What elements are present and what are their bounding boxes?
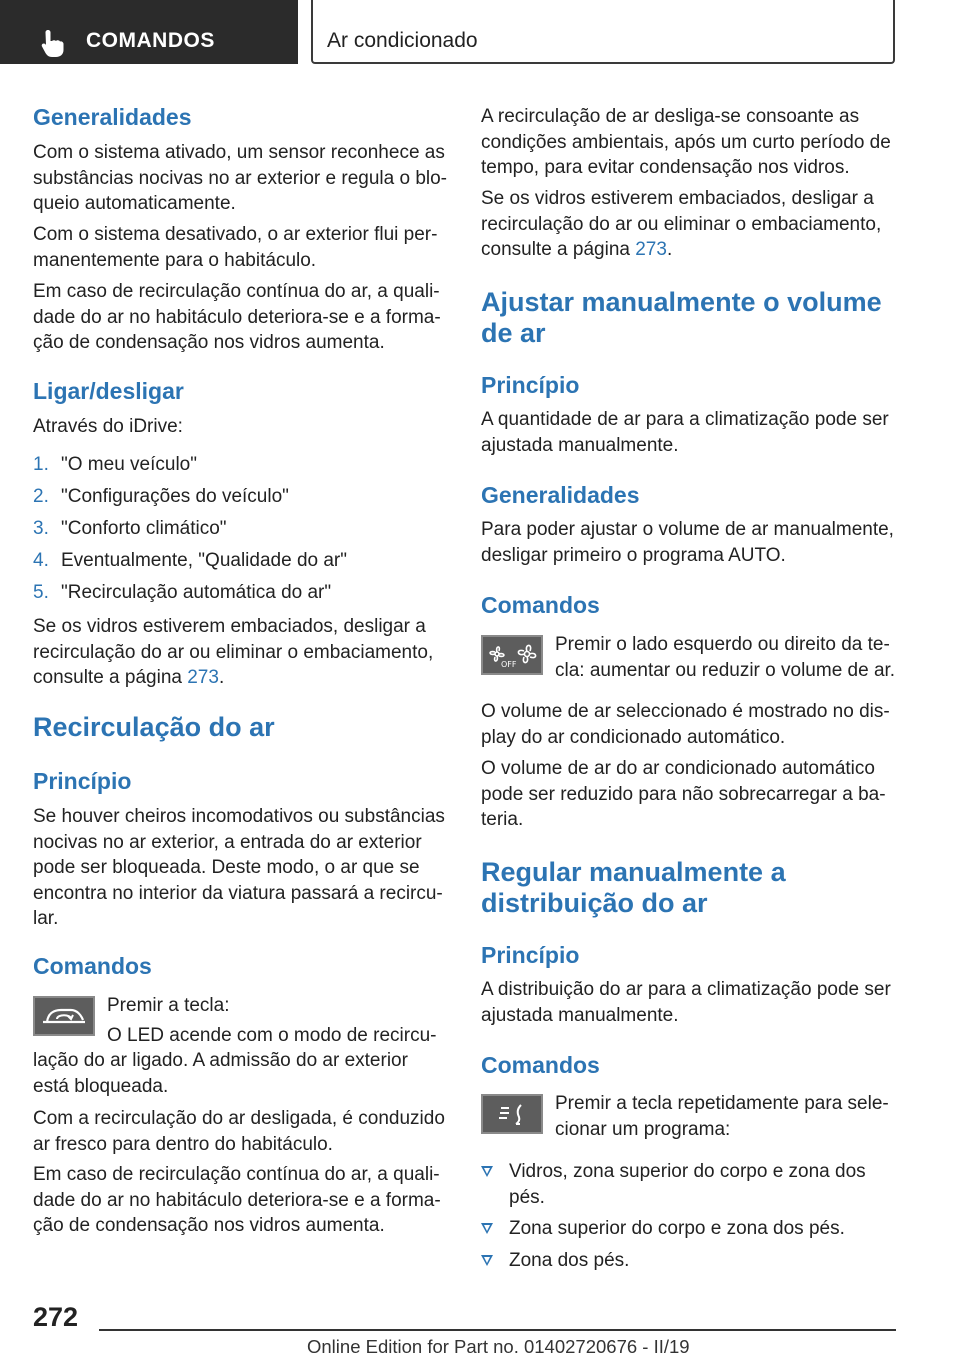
heading-principio: Princípio (481, 372, 580, 398)
paragraph: A quantidade de ar para a climatização pode ser ajustada manualmente. (481, 409, 889, 456)
fan-icon (483, 637, 541, 673)
list-number: 1. (33, 454, 49, 475)
paragraph: Com o sistema ativado, um sensor reconhece as substâncias nocivas no ar exterior e regula o blo- queio automaticamente. (33, 142, 448, 214)
heading-principio: Princípio (481, 942, 580, 968)
footer-divider (99, 1329, 896, 1331)
edition-note: Online Edition for Part no. 01402720676 - II/19 (307, 1336, 690, 1357)
page-link[interactable]: 273 (187, 667, 219, 688)
paragraph: O volume de ar do ar condicionado automático pode ser reduzido para não sobrecarregar a ba- teria. (481, 758, 886, 830)
heading-comandos: Comandos (481, 592, 600, 618)
paragraph: Com a recirculação do ar desligada, é conduzido ar fresco para dentro do habitáculo. (33, 1108, 445, 1155)
bullet-triangle-icon (481, 1255, 493, 1266)
fan-off-label: OFF (501, 660, 517, 669)
paragraph: Premir o lado esquerdo ou direito da te- cla: aumentar ou reduzir o volume de ar. (555, 634, 896, 681)
pointing-hand-icon (40, 28, 66, 58)
paragraph: Premir a tecla: (107, 995, 230, 1016)
list-number: 2. (33, 486, 49, 507)
list-text: "O meu veículo" (61, 454, 197, 475)
list-text: Zona superior do corpo e zona dos pés. (509, 1218, 845, 1239)
car-recirculation-icon (35, 998, 93, 1034)
page-link[interactable]: 273 (635, 239, 667, 260)
list-text: Eventualmente, "Qualidade do ar" (61, 550, 348, 571)
list-text: "Configurações do veículo" (61, 486, 289, 507)
paragraph: Se os vidros estiverem embaciados, desligar a recirculação do ar ou eliminar o embaciamento, consulte a página 273. (33, 616, 434, 688)
list-number: 3. (33, 518, 49, 539)
heading-recirculacao: Recirculação do ar (33, 712, 275, 742)
paragraph: Com o sistema desativado, o ar exterior flui per- manentemente para o habitáculo. (33, 224, 438, 271)
paragraph: lação do ar ligado. A admissão do ar exterior está bloqueada. (33, 1050, 408, 1097)
paragraph: A recirculação de ar desliga-se consoante as condições ambientais, após um curto período de tempo, para evitar condensação nos vidros. (481, 106, 891, 178)
heading-ajustar-volume: Ajustar manualmente o volume de ar (481, 287, 882, 348)
heading-generalidades: Generalidades (33, 104, 192, 130)
list-text: "Recirculação automática do ar" (61, 582, 332, 603)
list-text: Vidros, zona superior do corpo e zona dos pés. (509, 1161, 866, 1208)
paragraph: Em caso de recirculação contínua do ar, a quali- dade do ar no habitáculo deteriora-se e a forma- ção de condensação nos vidros aumenta. (33, 281, 441, 353)
paragraph: A distribuição do ar para a climatização pode ser ajustada manualmente. (481, 979, 891, 1026)
list-number: 5. (33, 582, 49, 603)
list-number: 4. (33, 550, 49, 571)
heading-generalidades: Generalidades (481, 482, 640, 508)
paragraph: O LED acende com o modo de recircu- (107, 1025, 437, 1046)
heading-comandos: Comandos (481, 1052, 600, 1078)
paragraph: Em caso de recirculação contínua do ar, a quali- dade do ar no habitáculo deteriora-se e a forma- ção de condensação nos vidros aumenta. (33, 1164, 441, 1236)
paragraph: Para poder ajustar o volume de ar manualmente, desligar primeiro o programa AUTO. (481, 519, 894, 566)
heading-ligar-desligar: Ligar/desligar (33, 378, 184, 404)
paragraph: Se os vidros estiverem embaciados, desligar a recirculação do ar ou eliminar o embaciamento, consulte a página 273. (481, 188, 882, 260)
chapter-tab (311, 0, 895, 64)
chapter-title: Ar condicionado (327, 29, 478, 52)
paragraph: Se houver cheiros incomodativos ou substâncias nocivas no ar exterior, a entrada do ar exterior pode ser bloqueada. Deste modo, o ar que se encontra no interior da viatura passará a recircu- lar. (33, 806, 445, 929)
section-tab (0, 0, 298, 64)
air-distribution-button-image (481, 1094, 543, 1134)
paragraph: O volume de ar seleccionado é mostrado no dis- play do ar condicionado automático. (481, 701, 890, 748)
heading-comandos: Comandos (33, 953, 152, 979)
fan-button-image (481, 635, 543, 675)
page-number: 272 (33, 1302, 79, 1332)
list-text: "Conforto climático" (61, 518, 227, 539)
heading-principio: Princípio (33, 768, 132, 794)
section-title: COMANDOS (86, 29, 215, 52)
bullet-triangle-icon (481, 1166, 493, 1177)
heading-regular-distribuicao: Regular manualmente a distribuição do ar (481, 857, 786, 918)
paragraph: Premir a tecla repetidamente para sele- cionar um programa: (555, 1093, 889, 1140)
air-distribution-icon (483, 1096, 541, 1132)
bullet-triangle-icon (481, 1223, 493, 1234)
list-text: Zona dos pés. (509, 1250, 630, 1271)
recirculation-button-image (33, 996, 95, 1036)
paragraph: Através do iDrive: (33, 416, 183, 437)
